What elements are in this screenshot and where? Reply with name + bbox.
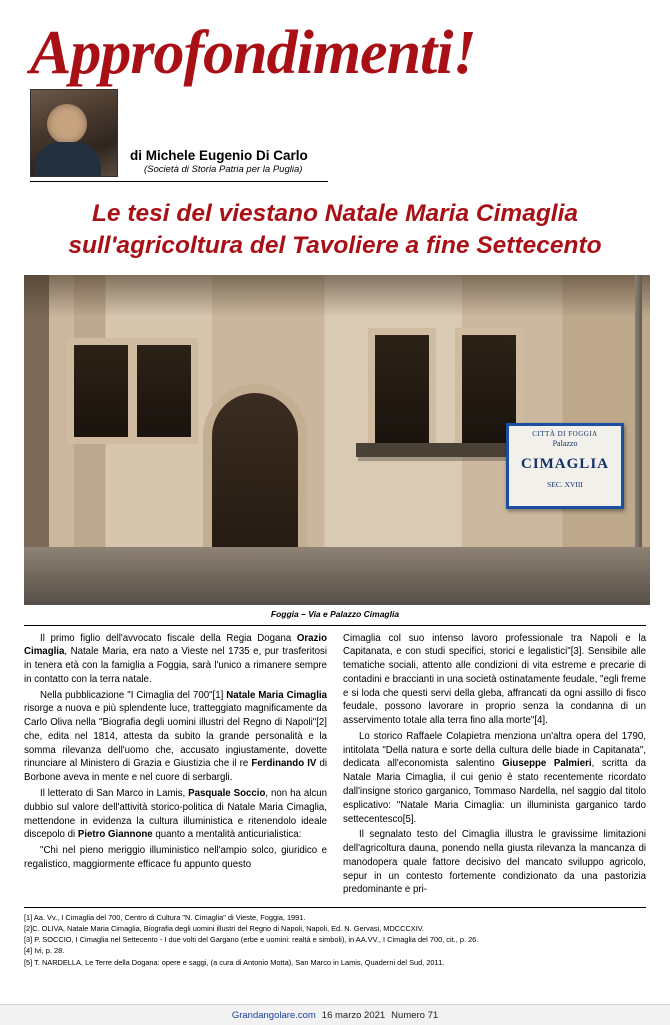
paragraph: Nella pubblicazione "I Cimaglia del 700"[1] Natale Maria Cimaglia risorge a nuova e più splendente luce, tratteggiato magnificamente da Carlo Oliva nella "Biografia degli uomini illustri del Regno di Napoli"[2] che, edita nel 1814, attesta da subito la grande personalità e la somma rilevanza dell'uomo che, accusato ingiustamente, dovette rinunciare al Ministero di Grazia e Giustizia che il re Ferdinando IV di Borbone aveva in mente e nel cuore di serbargli. xyxy=(24,689,328,784)
author-name: di Michele Eugenio Di Carlo xyxy=(130,147,308,163)
column-right xyxy=(343,632,646,900)
footer-date: 16 marzo 2021 xyxy=(321,1009,386,1021)
paragraph: Cimaglia col suo intenso lavoro professionale tra Napoli e la Capitanata, e con studi specifici, storici e legalistici"[3]. Sensibile alle tematiche sociali, attento alle condizioni di vita estreme e precarie di contadini e braccianti in una società ostinatamente feudale, "egli freme e si loda che questi servi della gleba, affrancati da ogni assillo di fisco feudale, possono lavorare in proprio senza la condanna di un asservimento totale alla terra fino alla morte"[4]. xyxy=(343,632,646,727)
footnote-item: [3] P. SOCCIO, I Cimaglia nel Settecento - I due volti del Gargano (erbe e uomini: realtà e simboli), in AA.VV., I Cimaglia del 700, cit., p. 26. xyxy=(24,935,479,945)
photo-window xyxy=(375,335,429,445)
photo-caption: Foggia – Via e Palazzo Cimaglia xyxy=(270,608,400,619)
street-plaque xyxy=(506,423,624,509)
paragraph: Il primo figlio dell'avvocato fiscale della Regia Dogana Orazio Cimaglia, Natale Maria, era nato a Vieste nel 1735 e, pur trasferitosi in tenera età con la famiglia a Foggia, sarà l'unico a rimanere sempre in contatto con la terra natale. xyxy=(24,632,327,685)
footnotes xyxy=(24,907,646,968)
headline-line-1: Le tesi del viestano Natale Maria Cimaglia xyxy=(91,199,579,227)
footer-site-link[interactable]: Grandangolare.com xyxy=(231,1009,316,1021)
footnote-item: [1] Aa. Vv., I Cimaglia del 700, Centro di Cultura "N. Cimaglia" di Vieste, Foggia, 1991. xyxy=(24,913,306,923)
footer-issue: Numero 71 xyxy=(391,1009,439,1021)
photo-top-shadow xyxy=(24,275,650,317)
photo-doorway xyxy=(212,393,298,563)
byline-text xyxy=(130,148,308,177)
plaque-line-4: SEC. XVIII xyxy=(547,479,583,489)
palazzo-cimaglia-photo xyxy=(24,275,650,605)
footnote-item: [4] Ivi, p. 28. xyxy=(24,946,65,956)
article-photo-block xyxy=(24,275,646,619)
article-body xyxy=(24,625,646,900)
footnote-item: [5] T. NARDELLA, Le Terre della Dogana: opere e saggi, (a cura di Antonio Motta), San Marco in Lamis, Quaderni del Sud, 2011. xyxy=(24,957,445,967)
headline-line-2: sull'agricoltura del Tavoliere a fine Settecento xyxy=(68,232,602,260)
page-footer xyxy=(0,1004,670,1025)
byline-divider xyxy=(30,181,328,182)
photo-balcony xyxy=(356,443,516,457)
footnote-item: [2]C. OLIVA, Natale Maria Cimaglia, Biografia degli uomini illustri del Regno di Napoli, Napoli, Ed. N. Gervasi, MDCCCXIV. xyxy=(24,924,425,934)
photo-window xyxy=(137,345,191,437)
plaque-line-2: Palazzo xyxy=(552,438,578,448)
column-left xyxy=(24,632,327,900)
article-headline xyxy=(26,198,644,263)
paragraph: "Chi nel pieno meriggio illuministico nell'ampio solco, giuridico e regalistico, maggiormente efficace fu appunto questo xyxy=(24,845,327,870)
page xyxy=(0,19,670,1025)
byline xyxy=(30,89,648,177)
photo-window xyxy=(74,345,128,437)
author-affiliation: (Società di Storia Patria per la Puglia) xyxy=(144,163,303,175)
paragraph: Il letterato di San Marco in Lamis, Pasquale Soccio, non ha alcun dubbio sul valore dell'attività storico-politica di Natale Maria Cimaglia, mettendone in evidenza la cultura illuministica e ritenendolo ideale discepolo di Pietro Giannone quanto a mentalità anticurialistica: xyxy=(24,787,327,841)
plaque-line-1: CITTÀ DI FOGGIA xyxy=(532,429,598,438)
photo-street-pavement xyxy=(24,547,650,605)
paragraph: Lo storico Raffaele Colapietra menziona un'altra opera del 1790, intitolata "Della natura e sorte della cultura delle biade in Capitanata", dedicata all'economista salentino Giuseppe Palmieri, scritta da Natale Maria Cimaglia, il cui genio è stato recentemente ricordato dall'insigne storico garganico, Tommaso Nardella, nel saggio dal titolo esplicativo: "Natale Maria Cimaglia: un illuminista garganico tardo settecentesco[5]. xyxy=(343,730,647,825)
page-title: Approfondimenti! xyxy=(30,19,476,87)
paragraph: Il segnalato testo del Cimaglia illustra le gravissime limitazioni dell'agricoltura dauna, ponendo nella giusta rilevanza la mancanza di manodopera quale fattore decisivo del mancato sviluppo agricolo, sepur in un contesto fortemente condizionato da una pastorizia predominante e pri- xyxy=(343,829,646,896)
plaque-line-3: CIMAGLIA xyxy=(520,455,609,472)
author-portrait-image xyxy=(30,89,118,177)
